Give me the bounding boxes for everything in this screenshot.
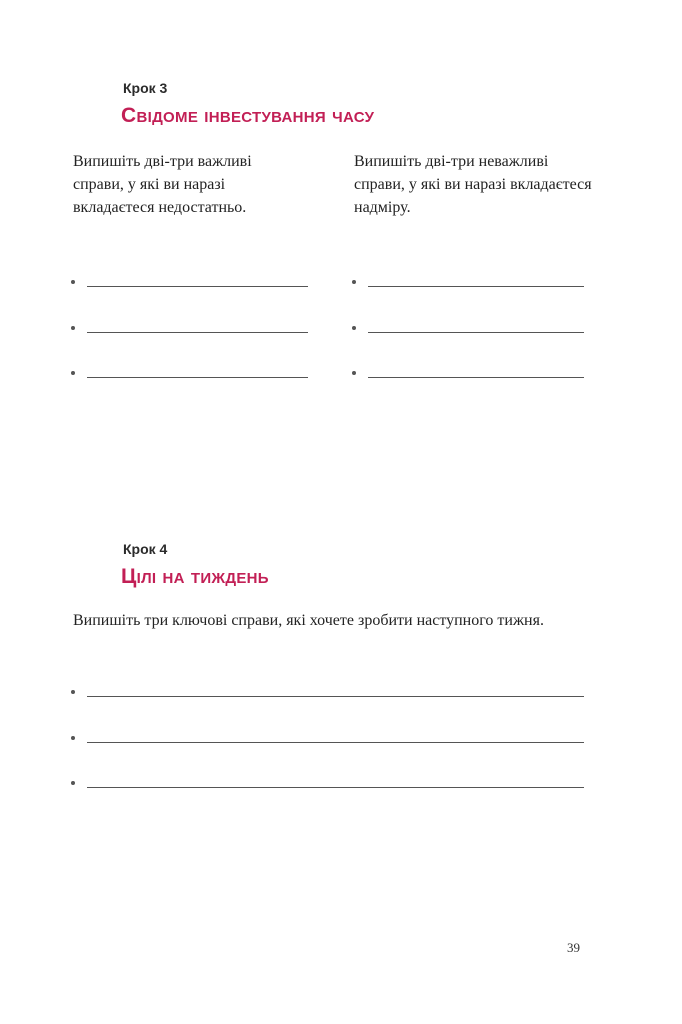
step-4-label: Крок 4: [123, 541, 168, 557]
write-line: [87, 696, 584, 697]
bullet-icon: [71, 781, 75, 785]
bullet-icon: [352, 371, 356, 375]
step-4-entry-3[interactable]: [71, 778, 587, 792]
bullet-icon: [71, 736, 75, 740]
step-3-left-entry-1[interactable]: [71, 277, 311, 291]
step-3-left-entry-2[interactable]: [71, 323, 311, 337]
write-line: [87, 742, 584, 743]
bullet-icon: [71, 371, 75, 375]
step-3-label: Крок 3: [123, 80, 168, 96]
bullet-icon: [352, 326, 356, 330]
write-line: [87, 286, 308, 287]
step-3-title: Свідоме інвестування часу: [121, 104, 375, 127]
step-3-left-instruction: Випишіть дві-три важливі справи, у які ви наразі вкладаєтеся недостатньо.: [73, 153, 252, 216]
write-line: [87, 787, 584, 788]
step-4-title: Цілі на тиждень: [121, 565, 269, 588]
bullet-icon: [71, 326, 75, 330]
step-4-entry-2[interactable]: [71, 733, 587, 747]
write-line: [87, 377, 308, 378]
page-number: 39: [567, 940, 580, 955]
write-line: [368, 332, 584, 333]
bullet-icon: [71, 280, 75, 284]
step-3-right-instruction: Випишіть дві-три неважливі справи, у які ви наразі вкладаєтеся надміру.: [354, 153, 592, 216]
write-line: [368, 377, 584, 378]
write-line: [368, 286, 584, 287]
step-4-instruction: Випишіть три ключові справи, які хочете зробити наступного тижня.: [73, 612, 544, 629]
bullet-icon: [352, 280, 356, 284]
step-3-right-entry-2[interactable]: [352, 323, 588, 337]
bullet-icon: [71, 690, 75, 694]
step-3-left-entry-3[interactable]: [71, 368, 311, 382]
step-3-right-entry-3[interactable]: [352, 368, 588, 382]
step-3-right-entry-1[interactable]: [352, 277, 588, 291]
step-4-entry-1[interactable]: [71, 687, 587, 701]
write-line: [87, 332, 308, 333]
